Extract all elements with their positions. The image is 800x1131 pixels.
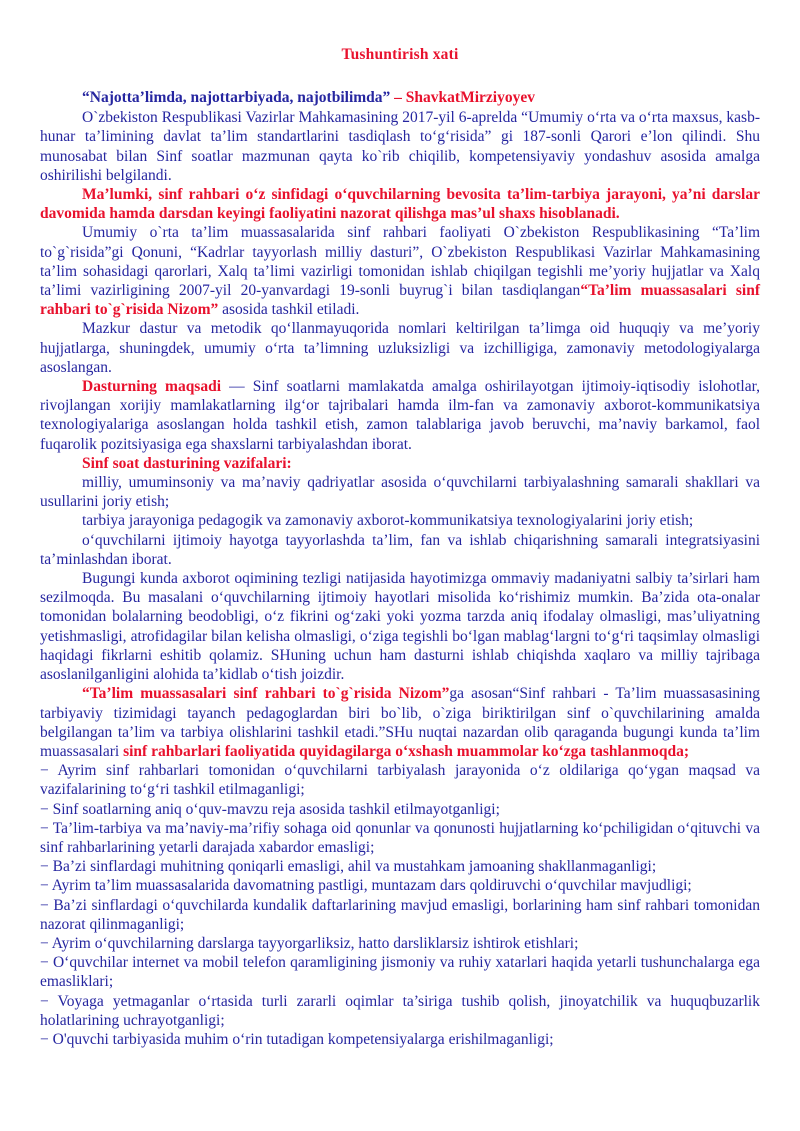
legal-basis-text-b: asosida tashkil etiladi. — [218, 301, 360, 319]
legal-basis-text-a: Umumiy o`rta ta’lim muassasalarida sinf rahbari faoliyati O`zbekiston Respublikasining “Ta’lim to`g`risida”gi Qonuni, “Kadrlar tayyorlash milliy dasturi”, O`zbekiston Respublikasi Vazirlar Mahkamasining ta’lim sohasidagi qarorlari, Xalq ta’limi vazirligi tomonidan ishlab chiqilgan tegishli me’yoriy hujjatlar va Xalq ta’limi vazirligining 2007-yil 20-yanvardagi 19-sonli buyrug`i bilan tasdiqlangan — [40, 224, 760, 300]
list-item-label: Ayrim ta’lim muassasalarida davomatning pastligi, muntazam dars qoldiruvchi o‘quvchilar mavjudligi; — [51, 877, 692, 895]
list-item — [40, 761, 760, 799]
list-item-label: Ba’zi sinflardagi muhitning qoniqarli emasligi, ahil va mustahkam jamoaning shakllanmaganligi; — [52, 858, 657, 876]
task-item-1: milliy, umuminsoniy va ma’naviy qadriyatlar asosida o‘quvchilarni tarbiyalashning samarali shakllari va usullarini joriy etish; — [40, 474, 760, 511]
list-item — [40, 953, 760, 991]
list-item-label: Sinf soatlarning aniq o‘quv-mavzu reja asosida tashkil etilmayotganligi; — [52, 800, 500, 818]
paragraph-legal-basis — [40, 223, 760, 319]
problems-list — [40, 761, 760, 1049]
list-item-label: Ayrim o‘quvchilarning darslarga tayyorgarliksiz, hatto darsliklarsiz ishtirok etishlari; — [51, 934, 579, 952]
nizom-title-1: “Ta’lim muassasalari sinf rahbari to`g`risida Nizom” — [40, 282, 761, 319]
task-item-2: tarbiya jarayoniga pedagogik va zamonaviy axborot-kommunikatsiya texnologiyalarini joriy etish; — [82, 512, 694, 530]
page-title: Tushuntirish xati — [341, 46, 459, 63]
list-item-label: Ba’zi sinflardagi o‘quvchilarda kundalik daftarlarining mavjud emasligi, borlarining ham sinf rahbari tomonidan nazorat qilinmaganligi; — [40, 896, 760, 933]
list-item — [40, 934, 760, 953]
list-item-label: O'quvchi tarbiyasida muhim o‘rin tutadigan kompetensiyalarga erishilmaganligi; — [52, 1030, 554, 1048]
bullet-marker-icon: − — [40, 934, 49, 952]
paragraph-goal — [40, 377, 760, 454]
paragraph-methodology: Mazkur dastur va metodik qo‘llanmayuqorida nomlari keltirilgan ta’limga oid huquqiy va me’yoriy hujjatlarga, shuningdek, umumiy o‘rta ta’limning uzluksizligi va izchilligiga, zamonaviy metodologiyalarga asoslangan. — [40, 320, 760, 376]
task-item-3: o‘quvchilarni ijtimoiy hayotga tayyorlashda ta’lim, fan va ishlab chiqarishning samarali integratsiyasini ta’minlashdan iborat. — [40, 531, 760, 568]
epigraph-author: ShavkatMirziyoyev — [405, 89, 535, 106]
list-item — [40, 896, 760, 934]
problems-lead-in: sinf rahbarlari faoliyatida quyidagilarga o‘xshash muammolar ko‘zga tashlanmoqda; — [123, 742, 690, 760]
list-item-label: O‘quvchilar internet va mobil telefon qaramligining jismoniy va ruhiy xatarlari haqida yetarli tushunchalarga ega emasliklari; — [40, 954, 760, 991]
list-item-label: Voyaga yetmaganlar o‘rtasida turli zararli oqimlar ta’siriga tushib qolish, jinoyatchilik va huquqbuzarlik holatlarining uchrayotganligi; — [40, 992, 760, 1029]
nizom-citation-text: ga asosan“Sinf rahbari - Ta’lim muassasasining tarbiyaviy tizimidagi tayanch pedagoglardan biri bo`lib, o`ziga biriktirilgan sinf o`quvchilarining amalda belgilangan ta’lim va tarbiya olishlarini tashkil etadi.”SHu nuqtai nazardan olib qaraganda bugungi kunda ta’lim muassasalari — [40, 685, 760, 760]
bullet-marker-icon: − — [40, 1030, 49, 1048]
nizom-title-2: “Ta’lim muassasalari sinf rahbari to`g`risida Nizom” — [82, 685, 450, 703]
epigraph-quote: “Najotta’limda, najottarbiyada, najotbilimda” — [82, 89, 391, 106]
goal-label: Dasturning maqsadi — [82, 378, 222, 396]
list-item — [40, 819, 760, 857]
bullet-marker-icon: − — [40, 992, 49, 1010]
bullet-marker-icon: − — [40, 800, 49, 818]
bullet-marker-icon: − — [40, 858, 49, 876]
list-item-label: Ayrim sinf rahbarlari tomonidan o‘quvchilarni tarbiyalash jarayonida o‘z oldilariga qo‘ygan maqsad va vazifalarining to‘g‘ri tashkil etilmaganligi; — [40, 762, 760, 799]
list-item — [40, 876, 760, 895]
bullet-marker-icon: − — [40, 896, 49, 914]
list-item — [40, 992, 760, 1030]
epigraph-dash: – — [390, 89, 406, 106]
list-item — [40, 857, 760, 876]
tasks-heading: Sinf soat dasturining vazifalari: — [82, 454, 292, 472]
list-item — [40, 800, 760, 819]
paragraph-information-flow: Bugungi kunda axborot oqimining tezligi natijasida hayotimizga ommaviy madaniyatni salbiy ta’sirlari ham sezilmoqda. Bu masalani o‘quvchilarning ijtimoiy hayotlari misolida ko‘rishimiz mumkin. Ba’zida ota-onalar tomonidan bolalarning beodobligi, o‘z fikrini og‘zaki yoki yozma tarzda aniq ifodalay olmasligi, mas’uliyatning yetishmasligi, atrofidagilar bilan kelisha olmasligi, o‘ziga tegishli bo‘lgan mablag‘largni to‘g‘ri taqsimlay olmasligi haqidagi fikrlarni eshitib qolamiz. SHuning uchun ham dasturni ishlab chiqishda xaqlaro va milliy tajribaga asoslanilganligini alohida ta’kidlab o‘tish joizdir. — [40, 570, 760, 684]
list-item-label: Ta’lim-tarbiya va ma’naviy-ma’rifiy sohaga oid qonunlar va qonunosti hujjatlarning ko‘pchiligidan o‘qituvchi va sinf rahbarlarining yetarli darajada xabardor emasligi; — [40, 819, 760, 856]
bullet-marker-icon: − — [40, 954, 49, 972]
epigraph-line — [40, 88, 760, 107]
bullet-marker-icon: − — [40, 877, 49, 895]
bullet-marker-icon: − — [40, 762, 49, 780]
goal-text: — Sinf soatlarni mamlakatda amalga oshirilayotgan ijtimoiy-iqtisodiy islohotlar, rivojlangan xorijiy mamlakatlarning ilg‘or tajribalari hamda ilm-fan va zamonaviy axborot-kommunikatsiya texnologiyalariga asoslangan holda tashkil etish, zamon talablariga javob beruvchi, ma’naviy barkamol, faol fuqarolik pozitsiyasiga ega shaxslarni tarbiyalashdan iborat. — [40, 378, 760, 453]
bullet-marker-icon: − — [40, 819, 49, 837]
paragraph-intro: O`zbekiston Respublikasi Vazirlar Mahkamasining 2017-yil 6-aprelda “Umumiy o‘rta va o‘rta maxsus, kasb-hunar ta’limining davlat ta’lim standartlarini tasdiqlash to‘g‘risida” gi 187-sonli Qarori e’lon qilindi. Shu munosabat bilan Sinf soatlar mazmunan qayta ko`rib chiqilib, kompetensiyaviy yondashuv asosida amalga oshirilishi belgilandi. — [40, 109, 760, 184]
paragraph-nizom-citation — [40, 684, 760, 761]
paragraph-highlight-maqsad: Ma’lumki, sinf rahbari o‘z sinfidagi o‘quvchilarning bevosita ta’lim-tarbiya jarayoni, ya’ni darslar davomida hamda darsdan keyingi faoliyatini nazorat qilishga mas’ul shaxs hisoblanadi. — [40, 186, 760, 223]
list-item — [40, 1030, 760, 1049]
